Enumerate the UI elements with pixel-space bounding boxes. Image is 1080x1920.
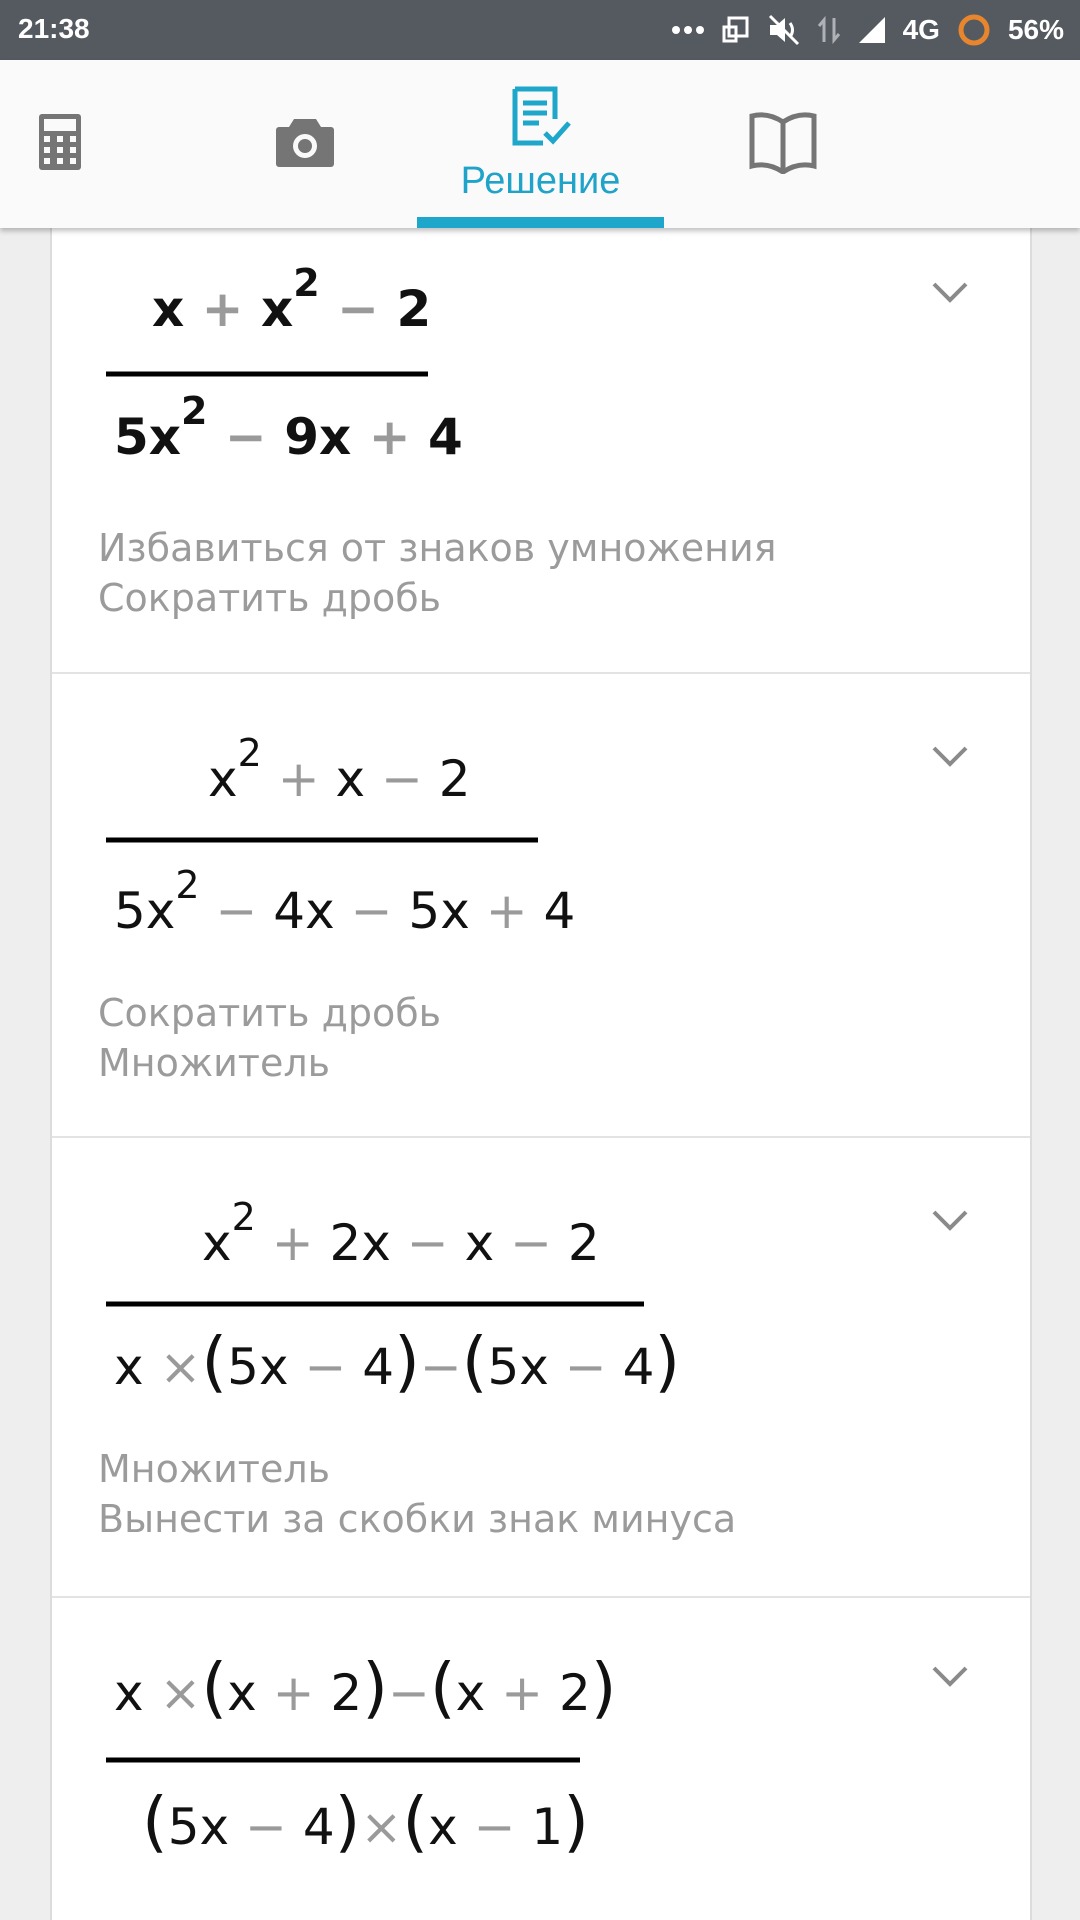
step-notes xyxy=(98,1444,736,1544)
numerator: $x^2 + x - 2$ xyxy=(208,731,471,808)
chevron-down-icon[interactable] xyxy=(930,1664,970,1688)
solution-step[interactable] xyxy=(52,674,1030,1138)
network-type: 4G xyxy=(902,14,940,45)
solution-steps xyxy=(50,228,1032,1920)
formula xyxy=(52,1138,1030,1438)
solution-step[interactable] xyxy=(52,228,1030,674)
chevron-down-icon[interactable] xyxy=(930,280,970,304)
formula xyxy=(52,674,1030,974)
step-notes xyxy=(98,523,777,623)
formula xyxy=(52,1598,1030,1898)
denominator: $5x^2 - 9x + 4$ xyxy=(114,389,463,466)
denominator: (5x − 4)×(x − 1) xyxy=(142,1783,589,1860)
numerator: $x + x^2 - 2$ xyxy=(152,261,432,338)
tab-bar xyxy=(0,60,1080,228)
step-note: Избавиться от знаков умножения xyxy=(98,526,777,570)
tab-book[interactable] xyxy=(740,60,825,228)
battery-icon xyxy=(956,12,992,48)
chevron-down-icon[interactable] xyxy=(930,744,970,768)
step-note: Множитель xyxy=(98,1447,331,1491)
status-icons xyxy=(671,10,1064,50)
step-note: Вынести за скобки знак минуса xyxy=(98,1497,737,1541)
step-notes xyxy=(98,988,441,1088)
battery-level: 56% xyxy=(1007,14,1064,45)
step-note: Сократить дробь xyxy=(98,991,442,1035)
solution-step[interactable] xyxy=(52,1598,1030,1920)
book-icon xyxy=(748,110,818,179)
camera-icon xyxy=(274,115,336,174)
tab-camera[interactable] xyxy=(265,60,345,228)
status-time: 21:38 xyxy=(18,13,90,44)
formula xyxy=(52,228,1030,528)
tab-calculator[interactable] xyxy=(20,60,100,228)
numerator: x ×(x + 2)−(x + 2) xyxy=(114,1649,617,1726)
signal-icon xyxy=(857,15,887,45)
mute-icon xyxy=(767,14,801,46)
status-bar xyxy=(0,0,1080,60)
more-dots-icon xyxy=(671,25,705,35)
screen-cast-icon xyxy=(721,15,751,45)
tab-solution-label: Решение xyxy=(460,160,621,202)
solution-icon xyxy=(509,85,573,154)
solution-step[interactable] xyxy=(52,1138,1030,1598)
chevron-down-icon[interactable] xyxy=(930,1208,970,1232)
active-tab-indicator xyxy=(417,217,664,228)
numerator: $x^2 + 2x - x - 2$ xyxy=(202,1195,600,1272)
denominator: $5x^2 - 4x - 5x + 4$ xyxy=(114,863,576,940)
tab-solution[interactable] xyxy=(417,60,664,228)
data-transfer-icon xyxy=(817,14,841,46)
calculator-icon xyxy=(37,112,83,177)
step-note: Сократить дробь xyxy=(98,576,442,620)
denominator: x ×(5x − 4)−(5x − 4) xyxy=(114,1323,681,1400)
step-note: Множитель xyxy=(98,1041,331,1085)
